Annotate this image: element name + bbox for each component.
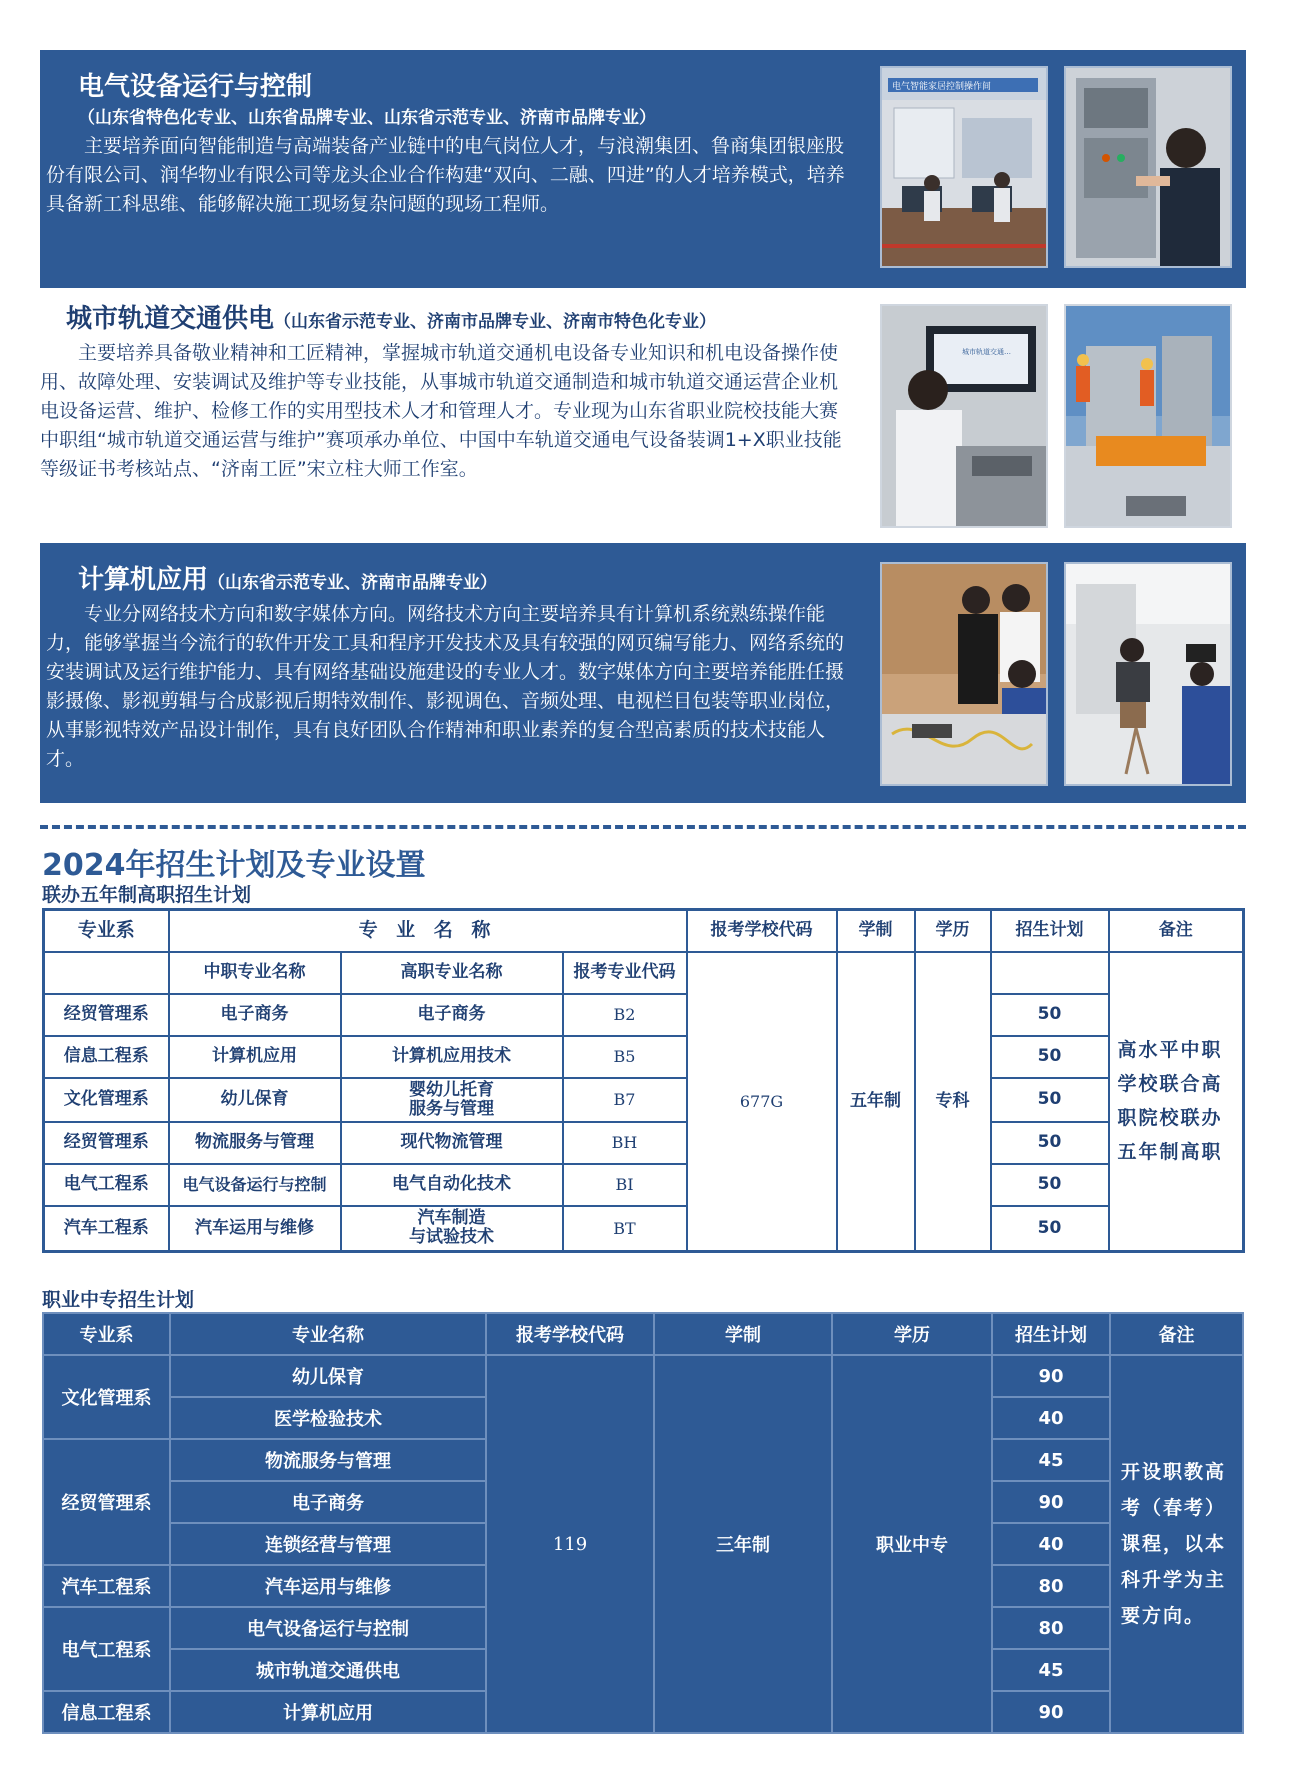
- section-rail-power: [40, 300, 1246, 532]
- major-code-cell: BT: [563, 1206, 687, 1252]
- dept-cell: 汽车工程系: [43, 1565, 170, 1607]
- photo-student-cabinet: [1064, 66, 1232, 268]
- col-header-school-code: 报考学校代码: [687, 910, 837, 952]
- plan-cell: 90: [992, 1691, 1110, 1733]
- major-code-cell: B7: [563, 1078, 687, 1122]
- plan-cell: 45: [992, 1439, 1110, 1481]
- major-code-cell: B2: [563, 994, 687, 1036]
- note-cell: 高水平中职学校联合高职院校联办五年制高职: [1109, 952, 1244, 1252]
- col-header-name: 专 业 名 称: [169, 910, 687, 952]
- plan-cell: 90: [992, 1355, 1110, 1397]
- degree-cell: 专科: [915, 952, 991, 1252]
- empty-cell: [44, 952, 169, 994]
- section-title: 城市轨道交通供电（山东省示范专业、济南市品牌专业、济南市特色化专业）: [66, 304, 717, 334]
- sec-name-cell: 幼儿保育: [169, 1078, 341, 1122]
- table-row: [44, 1206, 1244, 1252]
- secondary-plan-table: [42, 1312, 1244, 1734]
- plan-cell: 50: [991, 1078, 1109, 1122]
- hi-name-cell: 婴幼儿托育 服务与管理: [341, 1078, 563, 1122]
- degree-cell: 职业中专: [832, 1355, 992, 1733]
- duration-cell: 五年制: [837, 952, 915, 1252]
- col-header-degree: 学历: [915, 910, 991, 952]
- plan-cell: 90: [992, 1481, 1110, 1523]
- plan-title: 2024年招生计划及专业设置: [42, 848, 426, 883]
- photo-pair: [880, 304, 1232, 528]
- photo-banner-text: 电气智能家居控制操作间: [892, 82, 992, 92]
- section-body: 主要培养面向智能制造与高端装备产业链中的电气岗位人才，与浪潮集团、鲁商集团银座股份有限公司、润华物业有限公司等龙头企业合作构建“双向、二融、四进”的人才培养模式，培养具备新工科思维、能够解决施工现场复杂问题的现场工程师。: [46, 135, 845, 215]
- col-header-school-code: 报考学校代码: [486, 1313, 654, 1355]
- section-tag: （山东省示范专业、济南市品牌专业、济南市特色化专业）: [274, 312, 717, 332]
- photo-student-lab: [880, 304, 1048, 528]
- plan-cell: 45: [992, 1649, 1110, 1691]
- photo-studio-interview: [1064, 562, 1232, 786]
- major-cell: 电气设备运行与控制: [170, 1607, 486, 1649]
- plan-subtitle-secondary: 职业中专招生计划: [42, 1289, 195, 1311]
- sec-name-cell: 计算机应用: [169, 1036, 341, 1078]
- col-header-note: 备注: [1110, 1313, 1243, 1355]
- dept-cell: 电气工程系: [44, 1164, 169, 1206]
- dept-cell: 经贸管理系: [44, 1122, 169, 1164]
- duration-cell: 三年制: [654, 1355, 832, 1733]
- section-title: 电气设备运行与控制: [78, 72, 313, 102]
- section-tag: （山东省示范专业、济南市品牌专业）: [208, 573, 498, 593]
- major-cell: 电子商务: [170, 1481, 486, 1523]
- plan-cell: 40: [992, 1523, 1110, 1565]
- table-row: [44, 1078, 1244, 1122]
- section-text: [40, 50, 856, 219]
- major-cell: 医学检验技术: [170, 1397, 486, 1439]
- photo-training-room: [880, 66, 1048, 268]
- col-header-note: 备注: [1109, 910, 1244, 952]
- hi-name-cell: 电气自动化技术: [341, 1164, 563, 1206]
- major-cell: 连锁经营与管理: [170, 1523, 486, 1565]
- section-body: 主要培养具备敬业精神和工匠精神，掌握城市轨道交通机电设备专业知识和机电设备操作使用、故障处理、安装调试及维护等专业技能，从事城市轨道交通制造和城市轨道交通运营企业机电设备运营、维护、检修工作的实用型技术人才和管理人才。专业现为山东省职业院校技能大赛中职组“城市轨道交通运营与维护”赛项承办单位、中国中车轨道交通电气设备装调1+X职业技能等级证书考核站点、“济南工匠”宋立柱大师工作室。: [40, 342, 842, 480]
- note-cell: 开设职教高考（春考）课程，以本科升学为主要方向。: [1110, 1355, 1243, 1733]
- major-cell: 幼儿保育: [170, 1355, 486, 1397]
- photo-network-lab: [880, 562, 1048, 786]
- section-title: 计算机应用（山东省示范专业、济南市品牌专业）: [78, 565, 498, 595]
- plan-cell: 50: [991, 994, 1109, 1036]
- dept-cell: 汽车工程系: [44, 1206, 169, 1252]
- sec-name-cell: 物流服务与管理: [169, 1122, 341, 1164]
- photo-screen-text: 城市轨道交通…: [962, 348, 1011, 356]
- section-text: [40, 300, 856, 484]
- dept-cell: 文化管理系: [44, 1078, 169, 1122]
- hi-name-cell: 计算机应用技术: [341, 1036, 563, 1078]
- photo-pair: [880, 66, 1232, 268]
- plan-cell: 80: [992, 1607, 1110, 1649]
- dept-cell: 电气工程系: [43, 1607, 170, 1691]
- sec-name-cell: 电气设备运行与控制: [169, 1164, 341, 1206]
- section-electrical: [40, 50, 1246, 288]
- col-header-degree: 学历: [832, 1313, 992, 1355]
- plan-cell: 50: [991, 1122, 1109, 1164]
- table-row: [44, 1036, 1244, 1078]
- col-header-dept: 专业系: [43, 1313, 170, 1355]
- major-cell: 汽车运用与维修: [170, 1565, 486, 1607]
- plan-subtitle-five-year: 联办五年制高职招生计划: [42, 884, 252, 906]
- plan-cell: 50: [991, 1164, 1109, 1206]
- plan-cell: 50: [991, 1206, 1109, 1252]
- empty-cell: [991, 952, 1109, 994]
- col-header-plan: 招生计划: [991, 910, 1109, 952]
- school-code-cell: 119: [486, 1355, 654, 1733]
- dept-cell: 信息工程系: [43, 1691, 170, 1733]
- sec-name-cell: 汽车运用与维修: [169, 1206, 341, 1252]
- section-body: 专业分网络技术方向和数字媒体方向。网络技术方向主要培养具有计算机系统熟练操作能力，能够掌握当今流行的软件开发工具和程序开发技术及具有较强的网页编写能力、网络系统的安装调试及运行维护能力、具有网络基础设施建设的专业人才。数字媒体方向主要培养能胜任摄影摄像、影视剪辑与合成影视后期特效制作、影视调色、音频处理、电视栏目包装等职业岗位，从事影视特效产品设计制作，具有良好团队合作精神和职业素养的复合型高素质的技术技能人才。: [46, 603, 845, 770]
- plan-cell: 80: [992, 1565, 1110, 1607]
- col-header-duration: 学制: [837, 910, 915, 952]
- major-cell: 城市轨道交通供电: [170, 1649, 486, 1691]
- school-code-cell: 677G: [687, 952, 837, 1252]
- dept-cell: 经贸管理系: [44, 994, 169, 1036]
- major-cell: 计算机应用: [170, 1691, 486, 1733]
- dept-cell: 文化管理系: [43, 1355, 170, 1439]
- major-code-cell: BH: [563, 1122, 687, 1164]
- table-row: [43, 1355, 1243, 1397]
- plan-cell: 50: [991, 1036, 1109, 1078]
- dept-cell: 经贸管理系: [43, 1439, 170, 1565]
- photo-pair: [880, 562, 1232, 786]
- dashed-divider: [40, 825, 1246, 829]
- col-header-duration: 学制: [654, 1313, 832, 1355]
- col-header-name: 专业名称: [170, 1313, 486, 1355]
- table-row: [44, 1164, 1244, 1206]
- table-row: [44, 994, 1244, 1036]
- col-header-dept: 专业系: [44, 910, 169, 952]
- hi-name-cell: 现代物流管理: [341, 1122, 563, 1164]
- col-header-major-code: 报考专业代码: [563, 952, 687, 994]
- section-computer: [40, 543, 1246, 803]
- section-tag: （山东省特色化专业、山东省品牌专业、山东省示范专业、济南市品牌专业）: [78, 108, 656, 128]
- major-code-cell: B5: [563, 1036, 687, 1078]
- major-cell: 物流服务与管理: [170, 1439, 486, 1481]
- dept-cell: 信息工程系: [44, 1036, 169, 1078]
- hi-name-cell: 电子商务: [341, 994, 563, 1036]
- hi-name-cell: 汽车制造 与试验技术: [341, 1206, 563, 1252]
- col-header-plan: 招生计划: [992, 1313, 1110, 1355]
- col-header-hi-name: 高职专业名称: [341, 952, 563, 994]
- section-text: [40, 543, 856, 774]
- sec-name-cell: 电子商务: [169, 994, 341, 1036]
- major-code-cell: BI: [563, 1164, 687, 1206]
- five-year-plan-table: [42, 908, 1245, 1253]
- photo-rail-equipment: [1064, 304, 1232, 528]
- table-row: [44, 1122, 1244, 1164]
- col-header-sec-name: 中职专业名称: [169, 952, 341, 994]
- plan-cell: 40: [992, 1397, 1110, 1439]
